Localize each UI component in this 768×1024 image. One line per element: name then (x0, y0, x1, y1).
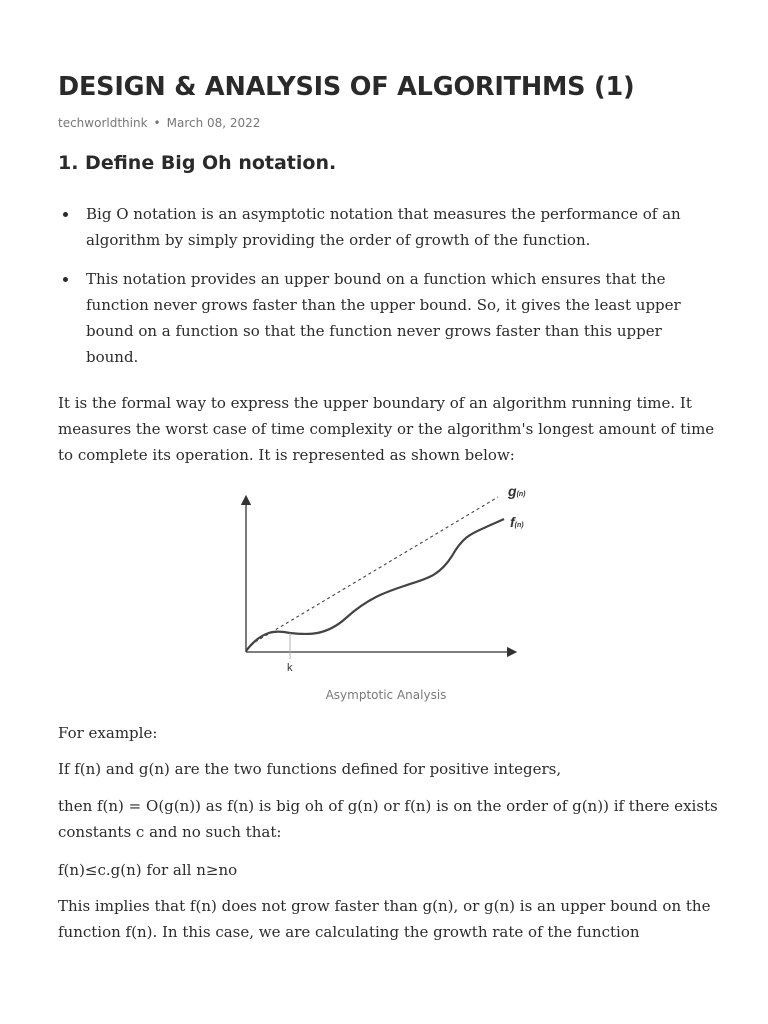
list-item-text: This notation provides an upper bound on a function which ensures that the function never grows faster than the upper bound. So, it gives the least upper bound on a function so that the function never grows faster than this upper bound. (86, 270, 681, 366)
bullet-list (58, 201, 698, 383)
example-then-line: then f(n) = O(g(n)) as f(n) is big oh of g(n) or f(n) is on the order of g(n)) if there exists constants c and no such that: (58, 797, 718, 841)
bullet-dot (63, 277, 68, 282)
list-item (58, 266, 698, 370)
g-curve (250, 497, 498, 645)
section-heading: 1. Define Big Oh notation. (58, 152, 337, 174)
author-link[interactable]: techworldthink (58, 116, 148, 130)
paragraph-intro: It is the formal way to express the upper boundary of an algorithm running time. It measures the worst case of time complexity or the algorithm's longest amount of time to complete its operation. It is represented as shown below: (58, 394, 715, 464)
example-intro: For example: (58, 724, 158, 742)
figure-caption: Asymptotic Analysis (325, 688, 447, 702)
asymptotic-figure (236, 482, 576, 707)
post-date[interactable]: March 08, 2022 (166, 116, 261, 130)
asymptotic-graph (236, 482, 536, 682)
meta-separator: • (153, 116, 161, 130)
list-item-text: Big O notation is an asymptotic notation that measures the performance of an algorithm by simply providing the order of growth of the function. (86, 205, 681, 249)
f-curve (246, 519, 504, 651)
example-implies: This implies that f(n) does not grow faster than g(n), or g(n) is an upper bound on the function f(n). In this case, we are calculating the growth rate of the function (58, 897, 711, 941)
post-title: DESIGN & ANALYSIS OF ALGORITHMS (1) (58, 72, 635, 102)
post-meta (58, 116, 260, 130)
k-label: k (287, 662, 293, 674)
bullet-dot (63, 212, 68, 217)
list-item (58, 201, 698, 253)
example-if-line: If f(n) and g(n) are the two functions defined for positive integers, (58, 760, 562, 778)
f-label: f(n) (510, 514, 524, 530)
example-relation: f(n)≤c.g(n) for all n≥no (58, 861, 238, 879)
g-label: g(n) (508, 483, 526, 499)
